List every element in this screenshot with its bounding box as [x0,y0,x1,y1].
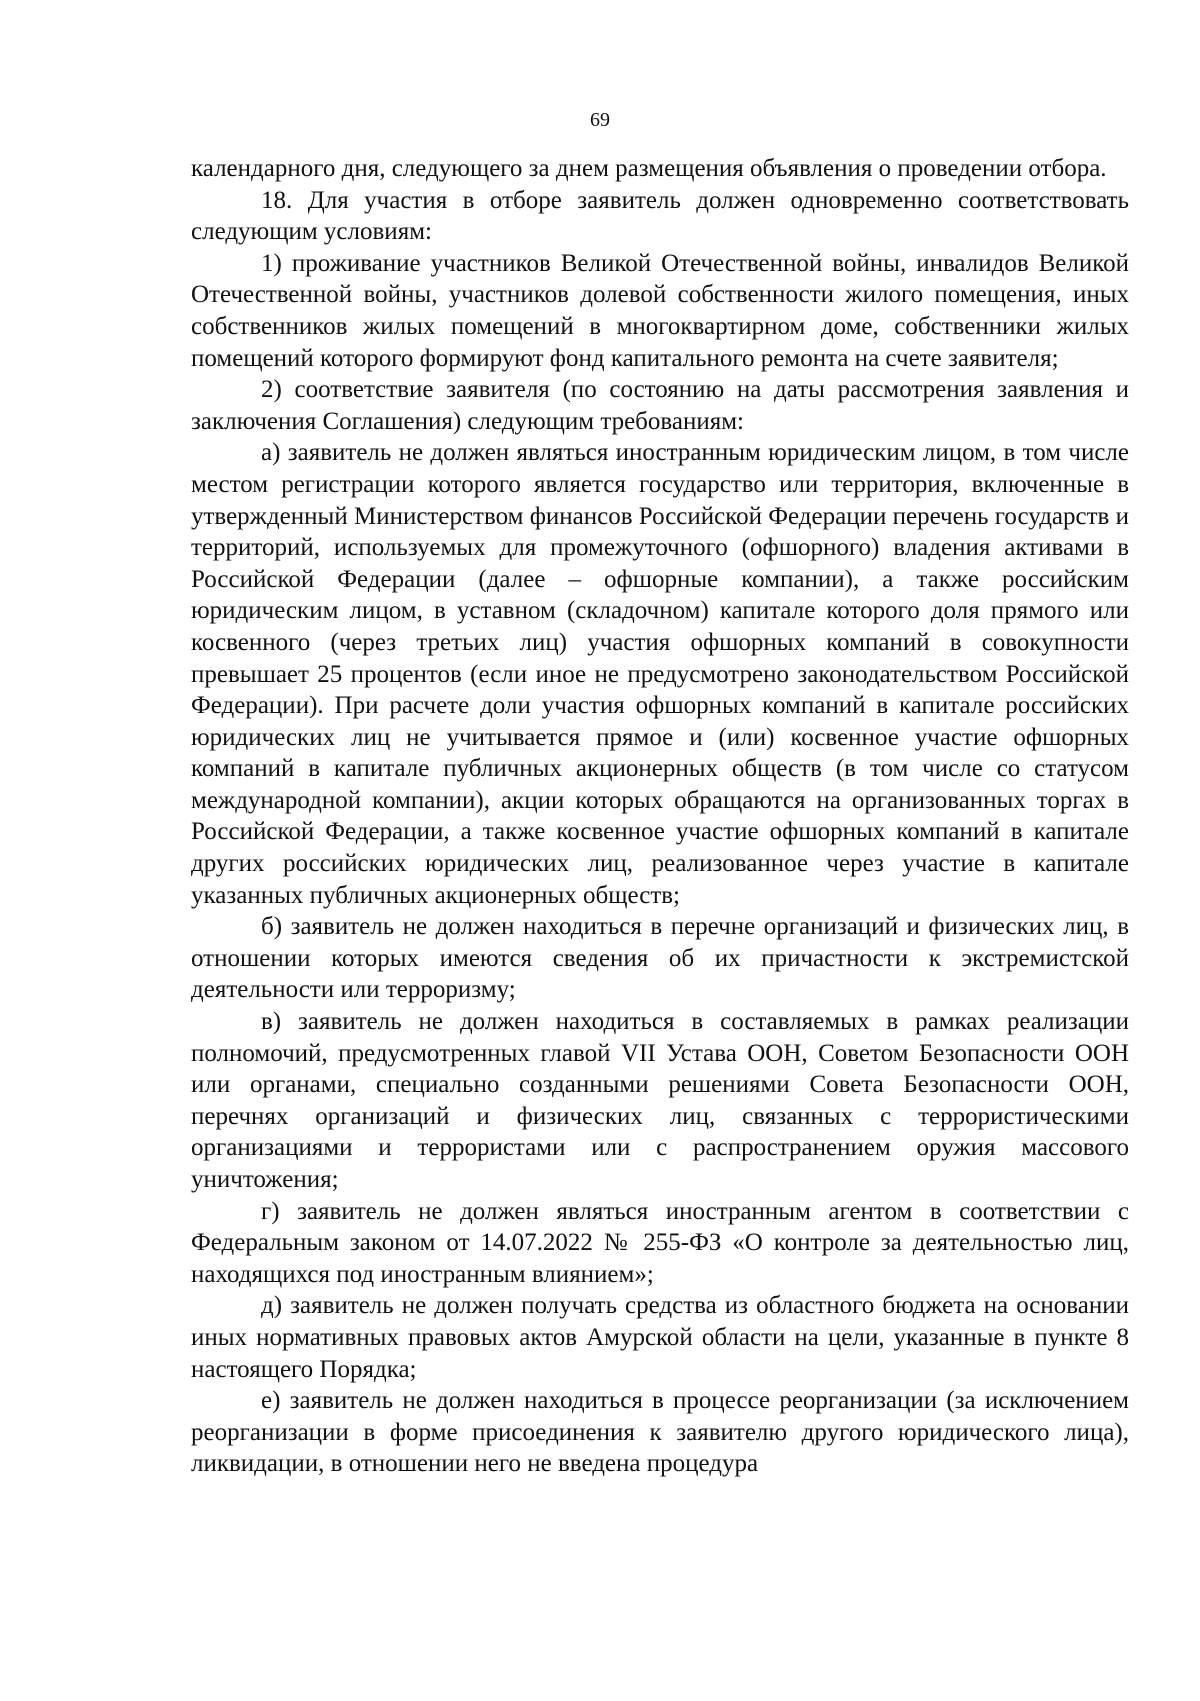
paragraph-item-18: 18. Для участия в отборе заявитель должен одновременно соответствовать следующим условиям: [191,186,1129,246]
paragraph-continuation: календарного дня, следующего за днем размещения объявления о проведении отбора. [191,155,1107,182]
paragraph-requirement-d: д) заявитель не должен получать средства из областного бюджета на основании иных нормативных правовых актов Амурской области на цели, указанные в пункте 8 настоящего Порядка; [191,1292,1129,1383]
paragraph-requirement-e: е) заявитель не должен находиться в процессе реорганизации (за исключением реорганизации в форме присоединения к заявителю другого юридического лица), ликвидации, в отношении него не введена процедура [191,1387,1129,1478]
paragraph-requirement-v: в) заявитель не должен находиться в составляемых в рамках реализации полномочий, предусмотренных главой VII Устава ООН, Советом Безопасности ООН или органами, специально созданными решениями Совета Безопасности ООН, перечнях организаций и физических лиц, связанных с террористическими организациями и террористами или с распространением оружия массового уничтожения; [191,1008,1129,1193]
paragraph-requirement-a: а) заявитель не должен являться иностранным юридическим лицом, в том числе местом регистрации которого является государство или территория, включенные в утвержденный Министерством финансов Российской Федерации перечень государств и территорий, используемых для промежуточного (офшорного) владения активами в Российской Федерации (далее – офшорные компании), а также российским юридическим лицом, в уставном (складочном) капитале которого доля прямого или косвенного (через третьих лиц) участия офшорных компаний в совокупности превышает 25 процентов (если иное не предусмотрено законодательством Российской Федерации). При расчете доли участия офшорных компаний в капитале российских юридических лиц не учитывается прямое и (или) косвенное участие офшорных компаний в капитале публичных акционерных обществ (в том числе со статусом международной компании), акции которых обращаются на организованных торгах в Российской Федерации, а также косвенное участие офшорных компаний в капитале других российских юридических лиц, реализованное через участие в капитале указанных публичных акционерных обществ; [191,439,1129,909]
paragraph-requirement-g: г) заявитель не должен являться иностранным агентом в соответствии с Федеральным законом от 14.07.2022 № 255-ФЗ «О контроле за деятельностью лиц, находящихся под иностранным влиянием»; [191,1197,1129,1288]
paragraph-requirement-b: б) заявитель не должен находиться в перечне организаций и физических лиц, в отношении которых имеются сведения об их причастности к экстремистской деятельности или терроризму; [191,913,1129,1004]
paragraph-condition-1: 1) проживание участников Великой Отечественной войны, инвалидов Великой Отечественной войны, участников долевой собственности жилого помещения, иных собственников жилых помещений в многоквартирном доме, собственники жилых помещений которого формируют фонд капитального ремонта на счете заявителя; [191,249,1129,372]
paragraph-condition-2: 2) соответствие заявителя (по состоянию на даты рассмотрения заявления и заключения Соглашения) следующим требованиям: [191,376,1129,435]
document-text [191,153,1129,1480]
page-number: 69 [590,109,610,131]
